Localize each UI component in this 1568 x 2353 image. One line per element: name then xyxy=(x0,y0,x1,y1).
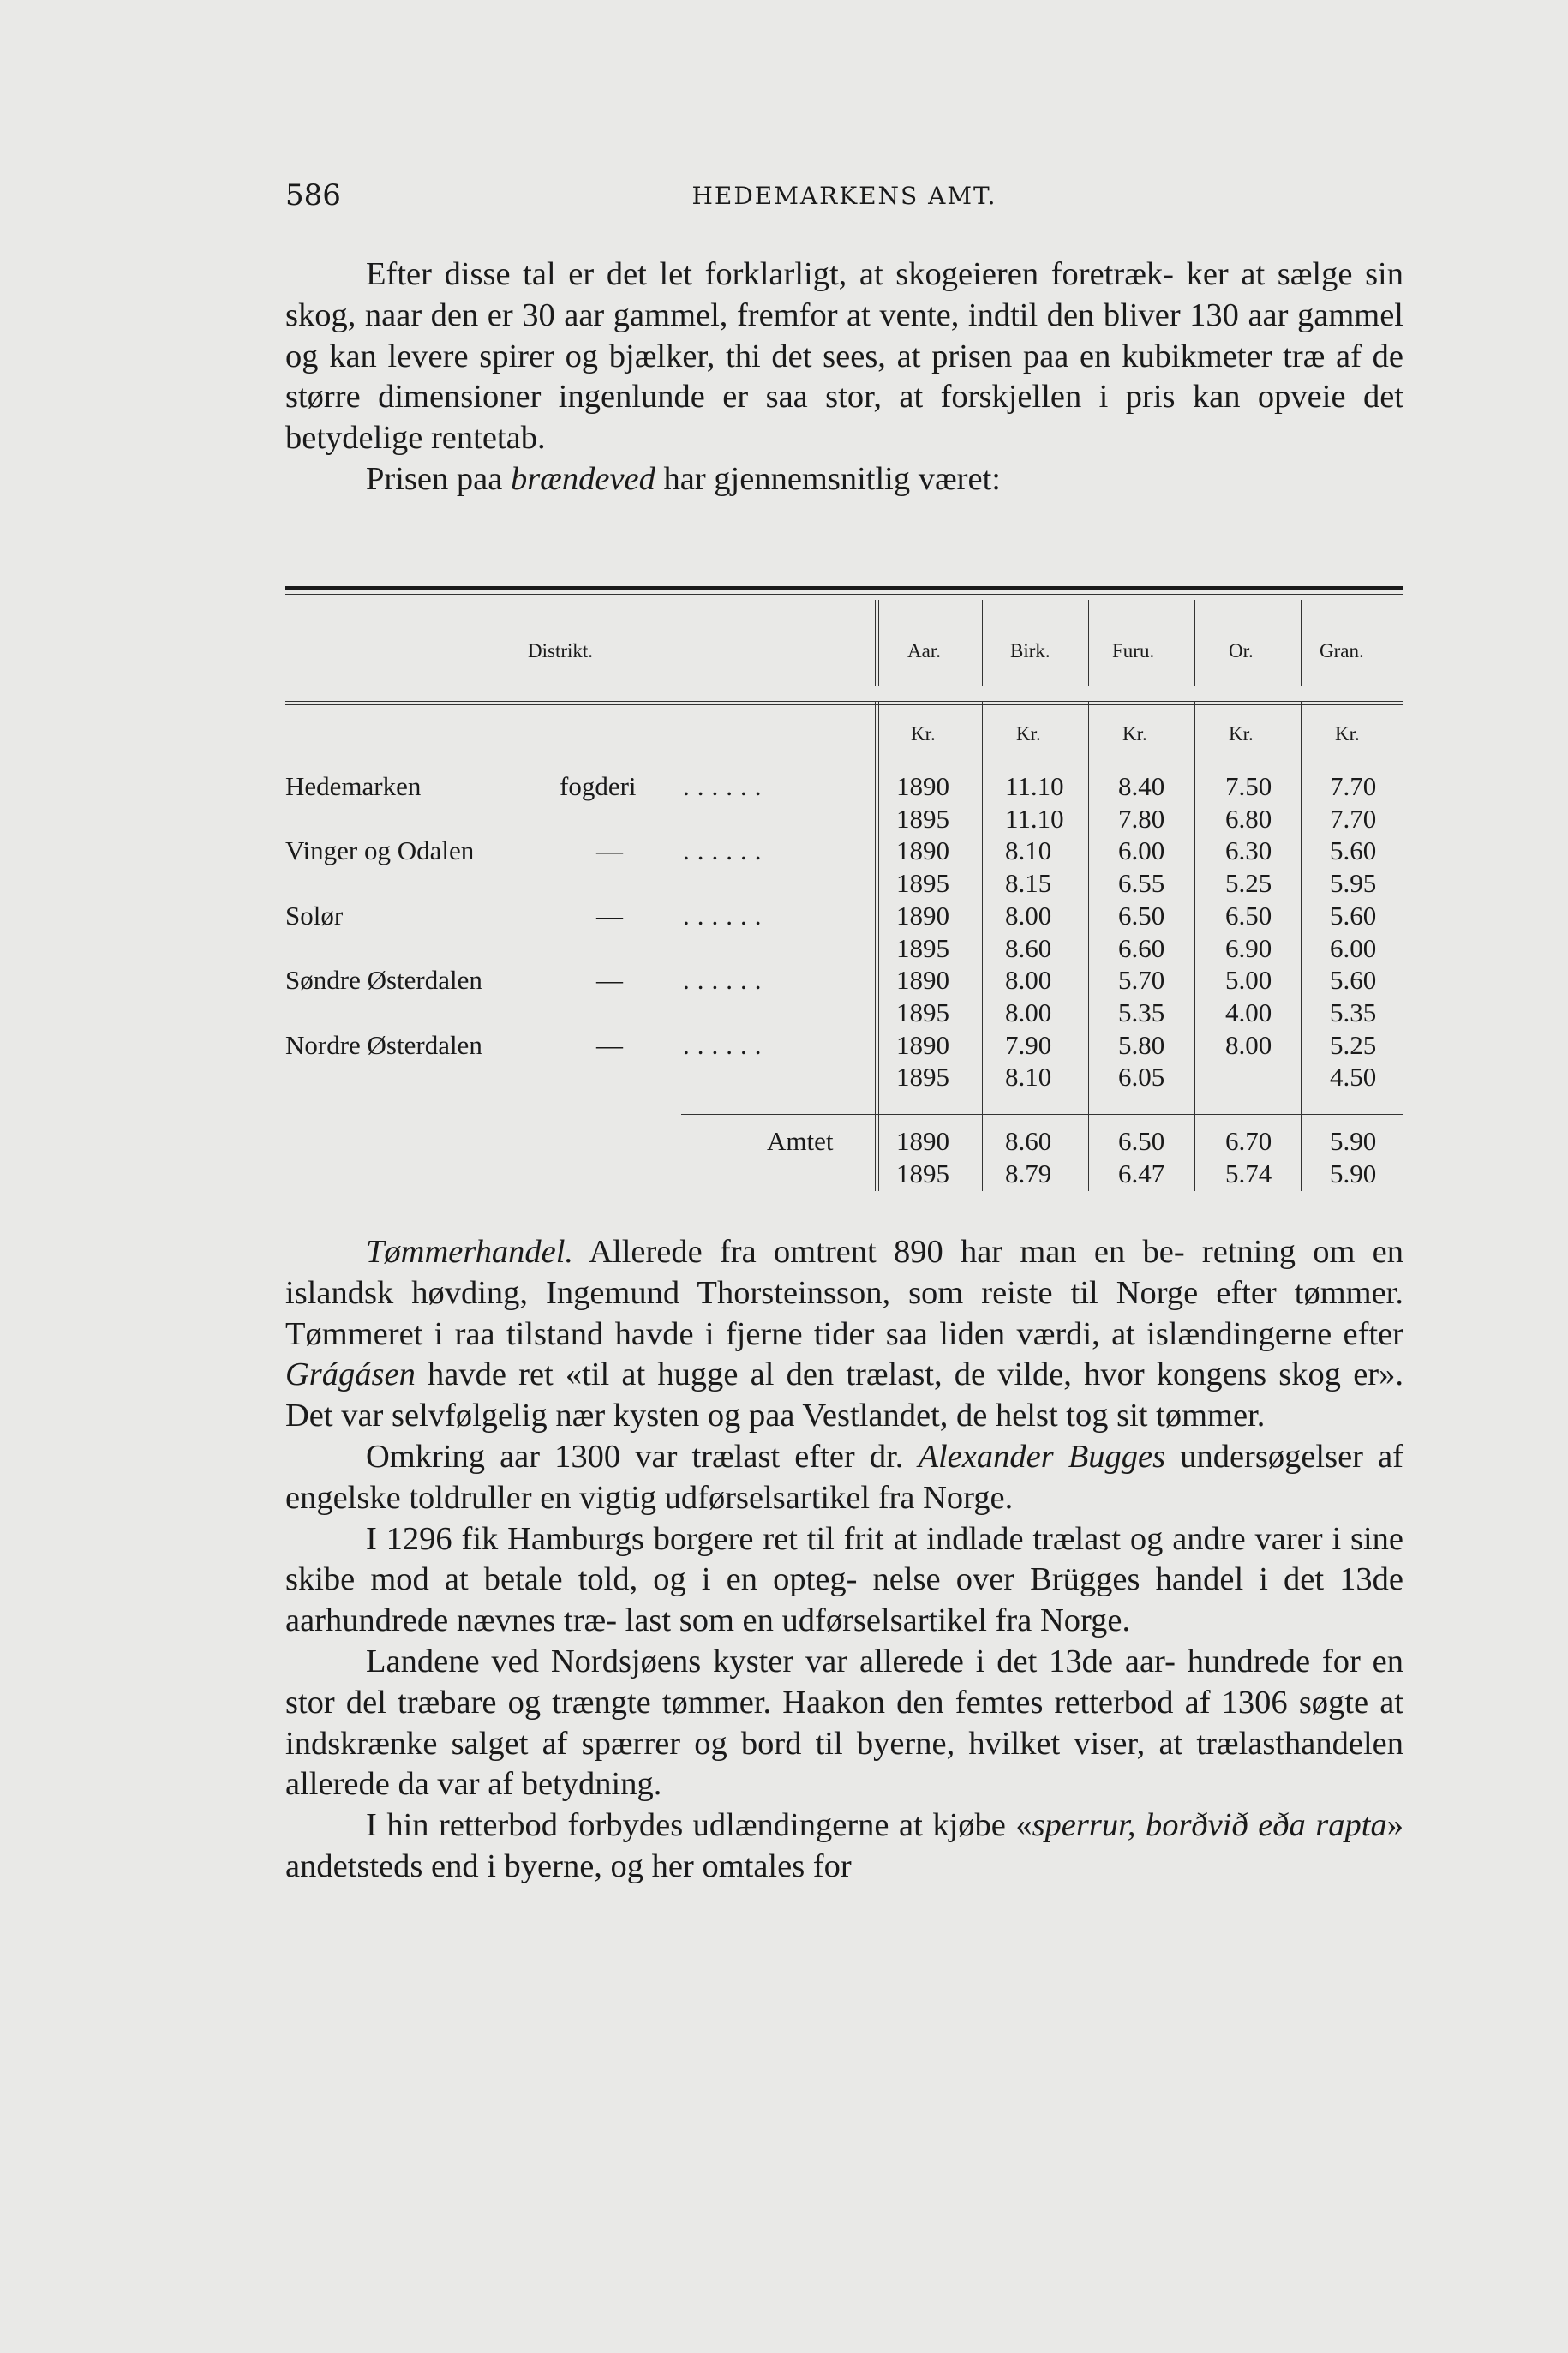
running-title: HEDEMARKENS AMT. xyxy=(691,182,997,210)
header-or: Or. xyxy=(1229,640,1254,662)
cell-birk: 11.10 xyxy=(1005,771,1064,801)
paragraph-tommerhandel: Tømmerhandel. Allerede fra omtrent 890 har man en be- retning om en islandsk høvding, Ingemund Thorsteinsson, som reiste til Norge efter tømmer. Tømmeret i raa tilstand havde i fjerne tider saa liden værdi, at islændingerne efter Grágásen havde ret «til at hugge al den trælast, de vilde, hvor kongens skog er». Det var selvfølgelig nær kysten og paa Vestlandet, de helst tog sit tømmer. xyxy=(285,1234,1403,1434)
leader-dots: ...... xyxy=(683,835,769,866)
cell-furu: 5.70 xyxy=(1118,965,1165,996)
cell-gran: 6.00 xyxy=(1330,932,1377,963)
total-cell-or: 5.74 xyxy=(1225,1158,1272,1188)
total-cell-year: 1895 xyxy=(896,1158,949,1188)
cell-birk: 11.10 xyxy=(1005,803,1064,834)
paragraph-1296: I 1296 fik Hamburgs borgere ret til frit at indlade trælast og andre varer i sine skibe mod at betale told, og i en opteg- nelse over Brügges handel i det 13de aarhundrede nævnes træ- last som en udførselsartikel fra Norge. xyxy=(285,1520,1403,1639)
cell-year: 1890 xyxy=(896,965,949,996)
cell-birk: 8.60 xyxy=(1005,932,1052,963)
district-name: Nordre Østerdalen xyxy=(285,1029,482,1060)
total-cell-gran: 5.90 xyxy=(1330,1126,1377,1156)
district-name: Søndre Østerdalen xyxy=(285,965,482,996)
cell-year: 1895 xyxy=(896,932,949,963)
header-birk: Birk. xyxy=(1010,640,1050,662)
table-top-rule xyxy=(285,586,1403,590)
cell-furu: 7.80 xyxy=(1118,803,1165,834)
leader-dots: ...... xyxy=(683,965,769,996)
district-suffix: — xyxy=(596,965,623,996)
page-number: 586 xyxy=(285,178,341,213)
header-gran: Gran. xyxy=(1320,640,1364,662)
total-cell-gran: 5.90 xyxy=(1330,1158,1377,1188)
header-district: Distrikt. xyxy=(528,640,594,662)
cell-furu: 5.35 xyxy=(1118,997,1165,1027)
leader-dots: ...... xyxy=(683,900,769,931)
cell-furu: 6.60 xyxy=(1118,932,1165,963)
price-table xyxy=(285,583,1403,1195)
cell-or: 7.50 xyxy=(1225,771,1272,801)
leader-dots: ...... xyxy=(683,1029,769,1060)
cell-gran: 5.60 xyxy=(1330,900,1377,931)
table-top-rule-thin xyxy=(285,594,1403,595)
cell-gran: 5.25 xyxy=(1330,1029,1377,1060)
cell-furu: 6.05 xyxy=(1118,1062,1165,1093)
cell-or: 5.25 xyxy=(1225,868,1272,899)
cell-year: 1890 xyxy=(896,900,949,931)
district-suffix: — xyxy=(596,900,623,931)
unit-or: Kr. xyxy=(1229,723,1254,745)
unit-gran: Kr. xyxy=(1335,723,1360,745)
cell-gran: 5.60 xyxy=(1330,835,1377,866)
cell-gran: 5.60 xyxy=(1330,965,1377,996)
total-cell-birk: 8.60 xyxy=(1005,1126,1052,1156)
unit-year: Kr. xyxy=(911,723,936,745)
cell-year: 1890 xyxy=(896,771,949,801)
table-total-rule xyxy=(681,1114,1403,1115)
cell-year: 1890 xyxy=(896,835,949,866)
cell-gran: 7.70 xyxy=(1330,803,1377,834)
district-suffix: — xyxy=(596,835,623,866)
header-furu: Furu. xyxy=(1112,640,1155,662)
total-label: Amtet xyxy=(767,1126,834,1156)
cell-or: 6.80 xyxy=(1225,803,1272,834)
cell-or: 6.30 xyxy=(1225,835,1272,866)
district-name: Hedemarken xyxy=(285,771,422,801)
total-cell-year: 1890 xyxy=(896,1126,949,1156)
cell-furu: 6.00 xyxy=(1118,835,1165,866)
total-cell-furu: 6.47 xyxy=(1118,1158,1165,1188)
total-cell-or: 6.70 xyxy=(1225,1126,1272,1156)
cell-year: 1895 xyxy=(896,997,949,1027)
cell-furu: 6.50 xyxy=(1118,900,1165,931)
unit-birk: Kr. xyxy=(1016,723,1041,745)
cell-year: 1895 xyxy=(896,803,949,834)
cell-or: 6.90 xyxy=(1225,932,1272,963)
district-name: Vinger og Odalen xyxy=(285,835,475,866)
paragraph-forklarligt: Efter disse tal er det let forklarligt, at skogeieren foretræk- ker at sælge sin skog, naar den er 30 aar gammel, fremfor at vente, indtil den bliver 130 aar gammel og kan levere spirer og bjælker, thi det sees, at prisen paa en kubikmeter træ af de større dimensioner ingenlunde er saa stor, at forskjellen i pris kan opveie det betydelige rentetab. xyxy=(285,256,1404,457)
cell-or: 8.00 xyxy=(1225,1029,1272,1060)
cell-year: 1890 xyxy=(896,1029,949,1060)
district-suffix: fogderi xyxy=(560,771,637,801)
cell-birk: 8.00 xyxy=(1005,900,1052,931)
cell-gran: 4.50 xyxy=(1330,1062,1377,1093)
intro-text xyxy=(285,254,1403,500)
main-text xyxy=(285,1232,1403,1888)
cell-furu: 6.55 xyxy=(1118,868,1165,899)
cell-or: 6.50 xyxy=(1225,900,1272,931)
total-cell-furu: 6.50 xyxy=(1118,1126,1165,1156)
cell-birk: 8.00 xyxy=(1005,965,1052,996)
total-cell-birk: 8.79 xyxy=(1005,1158,1052,1188)
cell-furu: 8.40 xyxy=(1118,771,1165,801)
paragraph-prisen: Prisen paa brændeved har gjennemsnitlig været: xyxy=(366,460,1001,497)
cell-gran: 5.35 xyxy=(1330,997,1377,1027)
running-header xyxy=(285,178,1403,221)
cell-birk: 8.00 xyxy=(1005,997,1052,1027)
cell-gran: 5.95 xyxy=(1330,868,1377,899)
header-year: Aar. xyxy=(907,640,941,662)
cell-or: 4.00 xyxy=(1225,997,1272,1027)
table-header-rule xyxy=(285,701,1403,702)
cell-furu: 5.80 xyxy=(1118,1029,1165,1060)
cell-birk: 8.15 xyxy=(1005,868,1052,899)
leader-dots: ...... xyxy=(683,771,769,801)
cell-year: 1895 xyxy=(896,1062,949,1093)
paragraph-omkring: Omkring aar 1300 var trælast efter dr. Alexander Bugges undersøgelser af engelske toldruller en vigtig udførselsartikel fra Norge. xyxy=(285,1438,1403,1516)
district-suffix: — xyxy=(596,1029,623,1060)
cell-birk: 8.10 xyxy=(1005,835,1052,866)
district-name: Solør xyxy=(285,900,344,931)
cell-gran: 7.70 xyxy=(1330,771,1377,801)
cell-birk: 7.90 xyxy=(1005,1029,1052,1060)
cell-year: 1895 xyxy=(896,868,949,899)
table-header-rule-2 xyxy=(285,704,1403,705)
cell-or: 5.00 xyxy=(1225,965,1272,996)
unit-furu: Kr. xyxy=(1122,723,1147,745)
cell-birk: 8.10 xyxy=(1005,1062,1052,1093)
paragraph-retterbod: I hin retterbod forbydes udlændingerne at kjøbe «sperrur, borðvið eða rapta» andetsteds end i byerne, og her omtales for xyxy=(285,1807,1403,1884)
paragraph-landene: Landene ved Nordsjøens kyster var allerede i det 13de aar- hundrede for en stor del træbare og trængte tømmer. Haakon den femtes retterbod af 1306 søgte at indskrænke salget af spærrer og bord til byerne, hvilket viser, at trælasthandelen allerede da var af betydning. xyxy=(285,1643,1403,1803)
